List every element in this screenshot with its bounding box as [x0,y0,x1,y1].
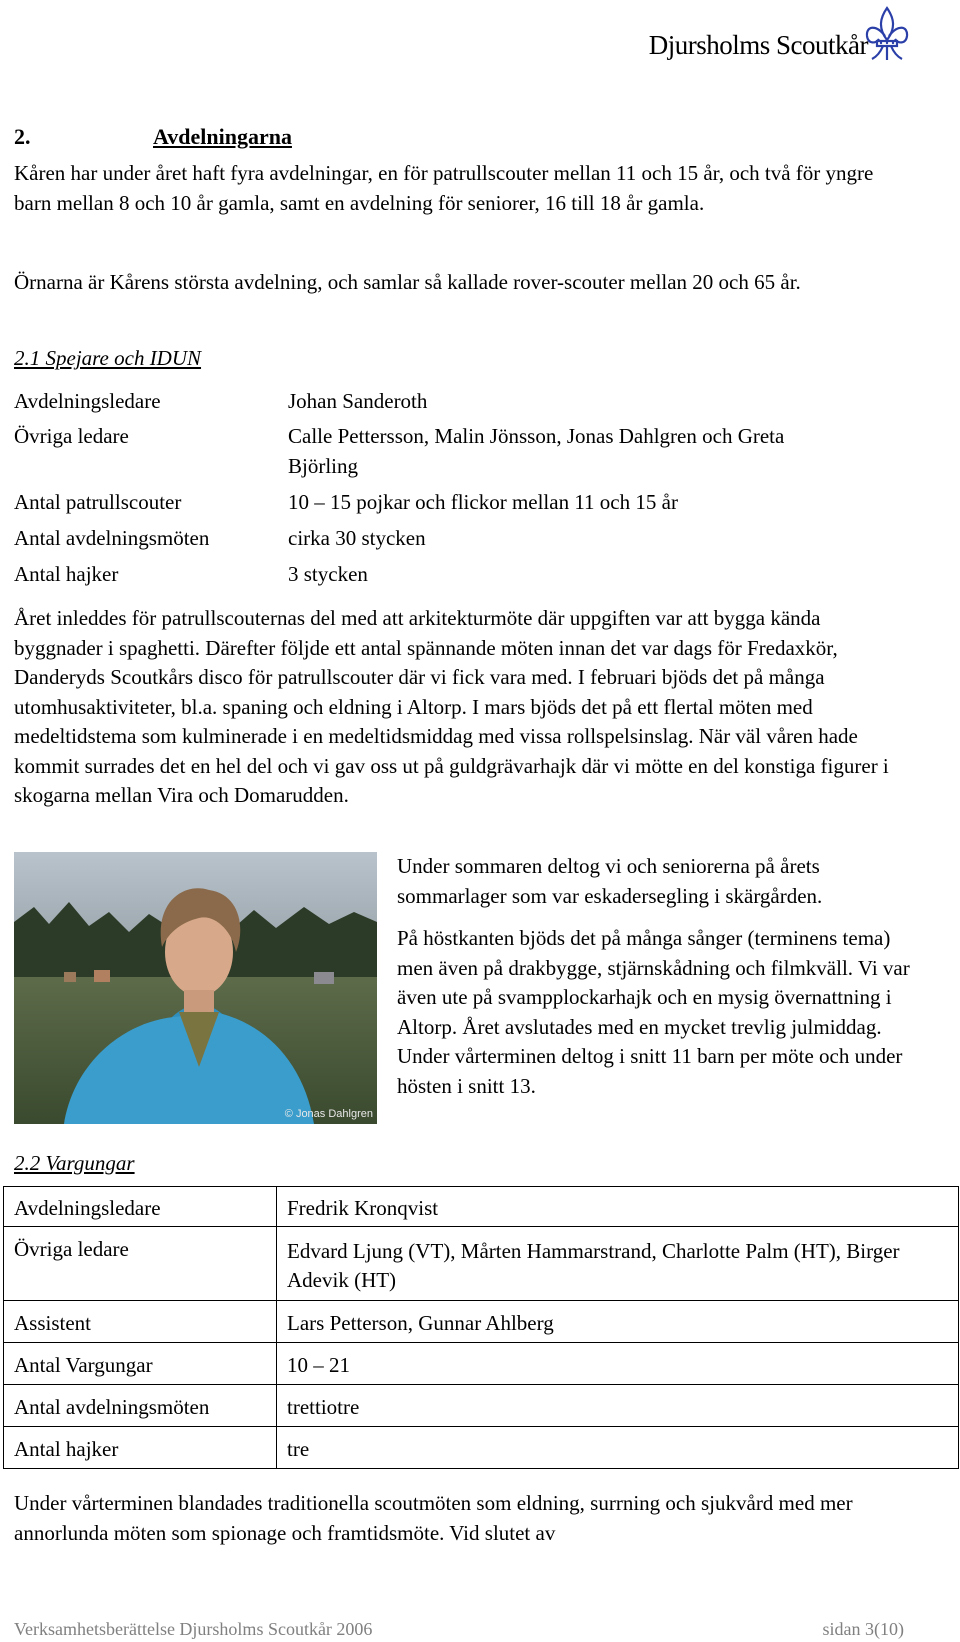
document-header-brand: Djursholms Scoutkår [648,30,868,60]
table-row [4,1301,959,1343]
info-key: Antal avdelningsmöten [4,1385,277,1427]
info-value: cirka 30 stycken [288,526,426,550]
info-key: Övriga ledare [14,424,129,448]
subsection-heading-spejare: 2.1 Spejare och IDUN [14,346,202,370]
info-value: trettiotre [277,1385,959,1427]
info-value: tre [277,1427,959,1469]
section-name: Avdelningarna [153,124,292,149]
info-key: Antal patrullscouter [14,490,182,514]
info-key: Avdelningsledare [4,1187,277,1227]
side-paragraph-1: Under sommaren deltog vi och seniorerna på årets sommarlager som var eskadersegling i skärgården. [397,854,823,908]
section-number: 2. [14,124,31,149]
table-row [4,1187,959,1227]
subsection-heading-vargungar: 2.2 Vargungar [14,1151,135,1175]
section-title [14,124,292,150]
info-key: Assistent [4,1301,277,1343]
footer-page-number: sidan 3(10) [822,1619,904,1639]
photo-credit: © Jonas Dahlgren [284,1108,373,1120]
info-value: 10 – 15 pojkar och flickor mellan 11 och 15 år [288,490,678,514]
table-row [4,1227,959,1301]
table-row [4,1343,959,1385]
info-value: Edvard Ljung (VT), Mårten Hammarstrand, Charlotte Palm (HT), Birger Adevik (HT) [277,1227,959,1301]
info-key: Antal hajker [4,1427,277,1469]
intro-paragraph-1: Kåren har under året haft fyra avdelningar, en för patrullscouter mellan 11 och 15 år, och två för yngre barn mellan 8 och 10 år gamla, samt en avdelning för seniorer, 16 till 18 år gamla. [14,161,874,215]
info-key: Antal hajker [14,562,119,586]
info-value: Lars Petterson, Gunnar Ahlberg [277,1301,959,1343]
side-paragraph-2: På höstkanten bjöds det på många sånger (terminens tema) men även på drakbygge, stjärnskådning och filmkväll. Vi var även ute på svampplockarhajk och en mysig övernattning i Altorp. Året avslutades med en mycket trevlig julmiddag. Under vårterminen deltog i snitt 11 barn per möte och under hösten i snitt 13. [397,926,910,1098]
info-value: Calle Pettersson, Malin Jönsson, Jonas Dahlgren och Greta Björling [288,424,785,478]
vargungar-body-paragraph: Under vårterminen blandades traditionella scoutmöten som eldning, surrning och sjukvård med mer annorlunda möten som spionage och framtidsmöte. Vid slutet av [14,1491,853,1545]
info-value: 10 – 21 [277,1343,959,1385]
table-row [4,1427,959,1469]
table-row [4,1385,959,1427]
intro-paragraph-2: Örnarna är Kårens största avdelning, och samlar så kallade rover-scouter mellan 20 och 65 år. [14,270,801,294]
info-key: Antal avdelningsmöten [14,526,210,550]
info-value: 3 stycken [288,562,368,586]
info-key: Antal Vargungar [4,1343,277,1385]
scout-lily-logo-icon [862,6,912,64]
vargungar-info-table [3,1186,959,1469]
footer-document-title: Verksamhetsberättelse Djursholms Scoutkår 2006 [14,1619,373,1639]
info-value: Johan Sanderoth [288,389,428,413]
scout-portrait-photo [14,852,377,1124]
info-key: Avdelningsledare [14,389,161,413]
spejare-body-paragraph: Året inleddes för patrullscouternas del med att arkitekturmöte där uppgiften var att bygga kända byggnader i spaghetti. Därefter följde ett antal spännande möten innan det var dags för Fredaxkör, Danderyds Scoutkårs disco för patrullscouter där vi fick vara med. I februari bjöds det på många utomhusaktiviteter, bl.a. spaning och eldning i Altorp. I mars bjöds det på ett flertal möten med medeltidstema som kulminerade i en medeltidsmiddag med vissa rollspelsinslag. När väl våren hade kommit surrades det en hel del och vi gav oss ut på guldgrävarhajk där vi mötte en del konstiga figurer i skogarna mellan Vira och Domarudden. [14,606,889,807]
info-key: Övriga ledare [4,1227,277,1301]
info-value: Fredrik Kronqvist [277,1187,959,1227]
